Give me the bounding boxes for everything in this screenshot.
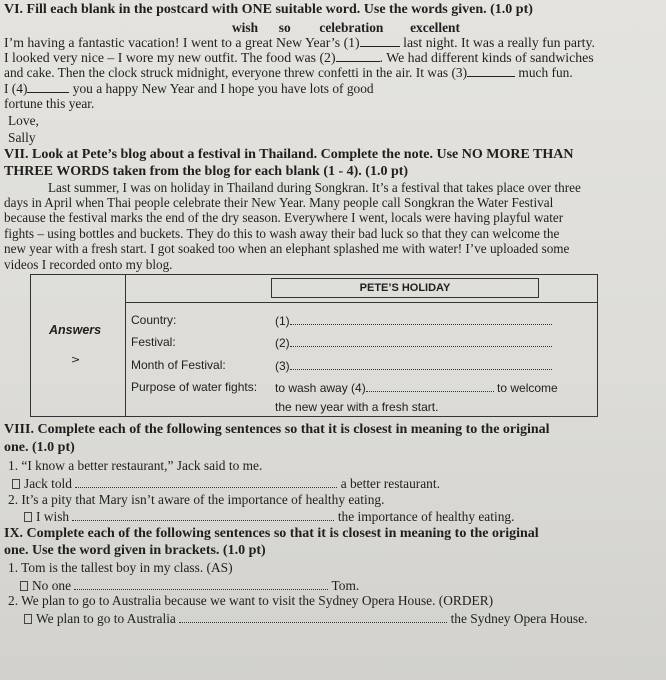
section-9-answer-1: No one Tom. [20, 578, 359, 593]
section-9-question-2: 2. We plan to go to Australia because we want to visit the Sydney Opera House. (ORDER) [8, 593, 494, 608]
checkbox-icon [12, 479, 20, 489]
blog-line-6: videos I recorded onto my blog. [4, 257, 173, 272]
month-answer-row: (3) [275, 358, 552, 373]
purpose-continuation: the new year with a fresh start. [275, 400, 439, 414]
answer-1-blank[interactable] [290, 313, 552, 325]
word-so: so [278, 20, 291, 35]
arrow-mark: > [71, 353, 81, 366]
section-7-heading-1: VII. Look at Pete’s blog about a festival in Thailand. Complete the note. Use NO MORE THAN [4, 147, 574, 162]
section-8-question-1: 1. “I know a better restaurant,” Jack said to me. [8, 458, 263, 473]
country-label: Country: [131, 313, 177, 327]
section-6-heading: VI. Fill each blank in the postcard with ONE suitable word. Use the words given. (1.0 pt) [4, 2, 533, 17]
blog-line-1: Last summer, I was on holiday in Thailand during Songkran. It’s a festival that takes place over three [48, 180, 581, 195]
section-8-heading-1: VIII. Complete each of the following sentences so that it is closest in meaning to the original [4, 422, 550, 437]
section-9-blank-1[interactable] [74, 578, 328, 590]
blog-line-3: because the festival marks the end of the dry season. Everywhere I went, locals were having playful water [4, 210, 564, 225]
blank-1[interactable] [360, 35, 400, 47]
postcard-line-3: and cake. Then the clock struck midnight, everyone threw confetti in the air. It was (3) much fun. [4, 65, 573, 80]
postcard-closing: Love, [8, 113, 39, 128]
checkbox-icon [24, 512, 32, 522]
postcard-line-1: I’m having a fantastic vacation! I went to a great New Year’s (1) last night. It was a really fun party. [4, 35, 595, 50]
table-divider-horizontal [125, 302, 597, 303]
checkbox-icon [20, 581, 28, 591]
answer-2-blank[interactable] [290, 335, 552, 347]
table-divider-vertical [125, 275, 126, 416]
section-8-blank-1[interactable] [75, 476, 337, 488]
answers-label: Answers [49, 323, 102, 337]
section-9-blank-2[interactable] [179, 611, 447, 623]
word-celebration: celebration [319, 20, 384, 35]
blog-line-4: fights – using bottles and buckets. They do this to wash away their bad luck so that they can welcome the [4, 226, 560, 241]
pete-holiday-table [30, 274, 598, 417]
checkbox-icon [24, 614, 32, 624]
postcard-signature: Sally [8, 130, 36, 145]
country-answer-row: (1) [275, 313, 552, 328]
section-9-answer-2: We plan to go to Australia the Sydney Opera House. [24, 611, 587, 626]
section-8-answer-2: I wish the importance of healthy eating. [24, 509, 514, 524]
section-7-heading-2: THREE WORDS taken from the blog for each blank (1 - 4). (1.0 pt) [4, 164, 409, 179]
word-bank [232, 20, 460, 35]
blog-line-2: days in April when Thai people celebrate their New Year. Many people call Songkran the Water Festival [4, 195, 554, 210]
pete-holiday-title: PETE’S HOLIDAY [271, 278, 539, 298]
section-9-heading-1: IX. Complete each of the following sentences so that it is closest in meaning to the original [4, 526, 539, 541]
section-8-question-2: 2. It’s a pity that Mary isn’t aware of the importance of healthy eating. [8, 492, 385, 507]
word-excellent: excellent [410, 20, 460, 35]
word-wish: wish [232, 20, 259, 35]
purpose-label: Purpose of water fights: [131, 380, 258, 394]
section-8-blank-2[interactable] [72, 509, 334, 521]
blank-3[interactable] [467, 65, 515, 77]
section-9-question-1: 1. Tom is the tallest boy in my class. (AS) [8, 560, 233, 575]
answer-3-blank[interactable] [290, 358, 552, 370]
festival-label: Festival: [131, 335, 176, 349]
month-label: Month of Festival: [131, 358, 226, 372]
answer-4-blank[interactable] [366, 380, 494, 392]
section-8-answer-1: Jack told a better restaurant. [12, 476, 440, 491]
section-8-heading-2: one. (1.0 pt) [4, 440, 75, 455]
postcard-line-2: I looked very nice – I wore my new outfit. The food was (2) . We had different kinds of sandwiches [4, 50, 594, 65]
blog-line-5: new year with a fresh start. I got soaked too when an elephant splashed me with water! I’ve uploaded some [4, 241, 570, 256]
festival-answer-row: (2) [275, 335, 552, 350]
postcard-line-5: fortune this year. [4, 96, 95, 111]
section-9-heading-2: one. Use the word given in brackets. (1.0 pt) [4, 543, 266, 558]
blank-4[interactable] [27, 81, 69, 93]
postcard-line-4: I (4) you a happy New Year and I hope you have lots of good [4, 81, 374, 96]
purpose-answer-row: to wash away (4) to welcome [275, 381, 558, 395]
blank-2[interactable] [336, 50, 380, 62]
